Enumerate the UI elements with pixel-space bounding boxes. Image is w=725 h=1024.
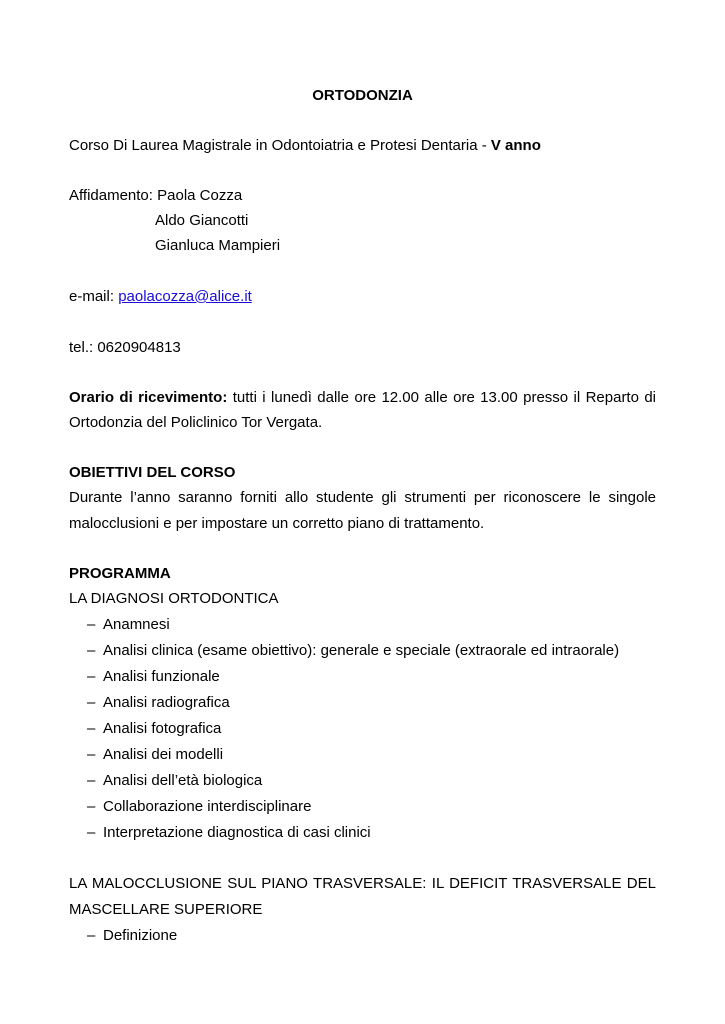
list-item: – Analisi dei modelli [87, 746, 224, 763]
hours-line [69, 389, 656, 407]
assignment-label: Affidamento: [69, 187, 153, 204]
page-title: ORTODONZIA [312, 87, 413, 104]
bullet-dash: – [87, 668, 96, 685]
list-item: – Collaborazione interdisciplinare [87, 798, 312, 815]
assignment-line [69, 187, 242, 205]
programme-section-2-line-1: LA MALOCCLUSIONE SUL PIANO TRASVERSALE: IL DEFICIT TRASVERSALE DEL [69, 875, 656, 892]
email-line [69, 288, 252, 306]
programme-section-1: LA DIAGNOSI ORTODONTICA [69, 590, 279, 607]
bullet-dash: – [87, 616, 96, 633]
assignment-name-1: Paola Cozza [157, 187, 243, 204]
bullet-dash: – [87, 927, 96, 944]
list-item: – Analisi dell’età biologica [87, 772, 263, 789]
list-item: – Definizione [87, 927, 178, 944]
bullet-dash: – [87, 720, 96, 737]
hours-text-2: Ortodonzia del Policlinico Tor Vergata. [69, 414, 323, 431]
course-line [69, 137, 541, 155]
bullet-dash: – [87, 798, 96, 815]
email-label: e-mail: [69, 288, 115, 305]
list-item: – Analisi radiografica [87, 694, 230, 711]
phone-line: tel.: 0620904813 [69, 339, 181, 356]
bullet-dash: – [87, 824, 96, 841]
bullet-dash: – [87, 694, 96, 711]
programme-heading: PROGRAMMA [69, 565, 171, 582]
list-item: – Interpretazione diagnostica di casi clinici [87, 824, 371, 841]
course-text: Corso Di Laurea Magistrale in Odontoiatria e Protesi Dentaria - [69, 137, 491, 154]
bullet-dash: – [87, 746, 96, 763]
hours-label: Orario di ricevimento: [69, 389, 228, 406]
list-item: – Analisi clinica (esame obiettivo): generale e speciale (extraorale ed intraorale) [87, 642, 620, 659]
course-year: V anno [490, 137, 541, 154]
bullet-dash: – [87, 642, 96, 659]
objectives-heading: OBIETTIVI DEL CORSO [69, 464, 236, 481]
bullet-dash: – [87, 772, 96, 789]
list-item: – Analisi funzionale [87, 668, 220, 685]
assignment-name-2: Aldo Giancotti [155, 212, 249, 229]
programme-section-2-line-2: MASCELLARE SUPERIORE [69, 901, 263, 918]
objectives-line-1: Durante l’anno saranno forniti allo studente gli strumenti per riconoscere le singole [69, 489, 656, 506]
hours-text: tutti i lunedì dalle ore 12.00 alle ore 13.00 presso il Reparto di [232, 389, 657, 406]
list-item: – Analisi fotografica [87, 720, 222, 737]
list-item: – Anamnesi [87, 616, 170, 633]
assignment-name-3: Gianluca Mampieri [155, 237, 281, 254]
email-link[interactable]: paolacozza@alice.it [118, 288, 252, 305]
objectives-line-2: malocclusioni e per impostare un corretto piano di trattamento. [69, 515, 485, 532]
